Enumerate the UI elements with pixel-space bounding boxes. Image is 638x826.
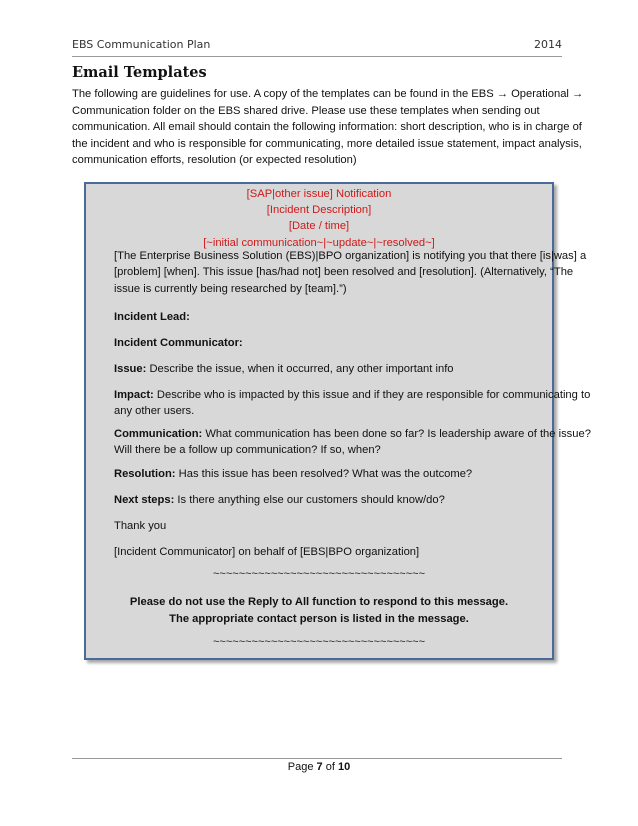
- communication-field: [114, 426, 591, 459]
- template-header: [86, 186, 552, 251]
- template-header-line: [~initial communication~|~update~|~resolved~]: [203, 236, 435, 249]
- issue-text: Describe the issue, when it occurred, any other important info: [146, 363, 454, 375]
- email-template-box: [84, 182, 591, 660]
- template-header-line: [Date / time]: [288, 220, 350, 233]
- next-steps-field: [114, 492, 562, 508]
- section-title: Email Templates: [72, 64, 207, 81]
- issue-label: Issue:: [114, 363, 147, 375]
- document-title: EBS Communication Plan: [72, 38, 211, 51]
- document-year: 2014: [534, 38, 562, 51]
- notice-line: The appropriate contact person is listed in the message.: [169, 612, 469, 625]
- impact-label: Impact:: [114, 389, 154, 401]
- template-body-line: [problem] [when]. This issue [has/had not] been resolved and [resolution]. (Alternatively, “The: [114, 266, 574, 279]
- intro-line: Communication folder on the EBS shared drive. Please use these templates when sending out: [72, 104, 540, 117]
- communication-text-line2: Will there be a follow up communication? If so, when?: [114, 444, 381, 457]
- thank-you-text: Thank you: [114, 520, 167, 532]
- next-steps-label: Next steps:: [114, 494, 175, 506]
- template-body-line: issue is currently being researched by [team].”): [114, 282, 347, 295]
- resolution-text: Has this issue has been resolved? What was the outcome?: [175, 468, 473, 480]
- intro-paragraph: [72, 86, 584, 169]
- resolution-field: [114, 466, 562, 482]
- next-steps-text: Is there anything else our customers should know/do?: [174, 494, 445, 506]
- page-header: [72, 34, 562, 57]
- page-footer: [0, 761, 638, 773]
- impact-text: Describe who is impacted by this issue and if they are responsible for communicating to: [153, 389, 591, 401]
- page-current: 7: [316, 761, 323, 773]
- impact-text-line2: any other users.: [114, 405, 195, 418]
- impact-field: [114, 387, 591, 420]
- communication-text: What communication has been done so far? Is leadership aware of the issue?: [202, 428, 591, 440]
- intro-line: The following are guidelines for use. A copy of the templates can be found in the EBS → Operational →: [72, 88, 584, 100]
- resolution-label: Resolution:: [114, 468, 176, 480]
- reply-all-notice: [86, 594, 552, 627]
- intro-line: the incident and who is responsible for communicating, more detailed issue statement, impact analysis,: [72, 137, 582, 150]
- communication-label: Communication:: [114, 428, 203, 440]
- tilde-divider: ~~~~~~~~~~~~~~~~~~~~~~~~~~~~~~~~~: [213, 636, 425, 648]
- template-header-line: [Incident Description]: [266, 204, 372, 217]
- page-prefix: Page: [287, 761, 317, 773]
- page-total: 10: [337, 761, 351, 773]
- incident-lead-label: Incident Lead:: [114, 311, 190, 323]
- template-header-line: [SAP|other issue] Notification: [246, 188, 392, 200]
- intro-line: communication efforts, resolution (or expected resolution): [72, 154, 357, 167]
- intro-line: communication. All email should contain the following information: short description, who is in charge of: [72, 121, 582, 134]
- page-of: of: [322, 761, 338, 773]
- template-body-line: [The Enterprise Business Solution (EBS)|BPO organization] is notifying you that there [is|was] a: [114, 250, 587, 262]
- issue-field: [114, 361, 562, 377]
- tilde-divider: ~~~~~~~~~~~~~~~~~~~~~~~~~~~~~~~~~: [213, 568, 425, 580]
- template-body-paragraph: [114, 248, 587, 297]
- footer-rule: [72, 758, 562, 759]
- incident-communicator-label: Incident Communicator:: [114, 337, 243, 349]
- signature-text: [Incident Communicator] on behalf of [EBS|BPO organization]: [114, 546, 420, 558]
- notice-line: Please do not use the Reply to All function to respond to this message.: [129, 596, 509, 608]
